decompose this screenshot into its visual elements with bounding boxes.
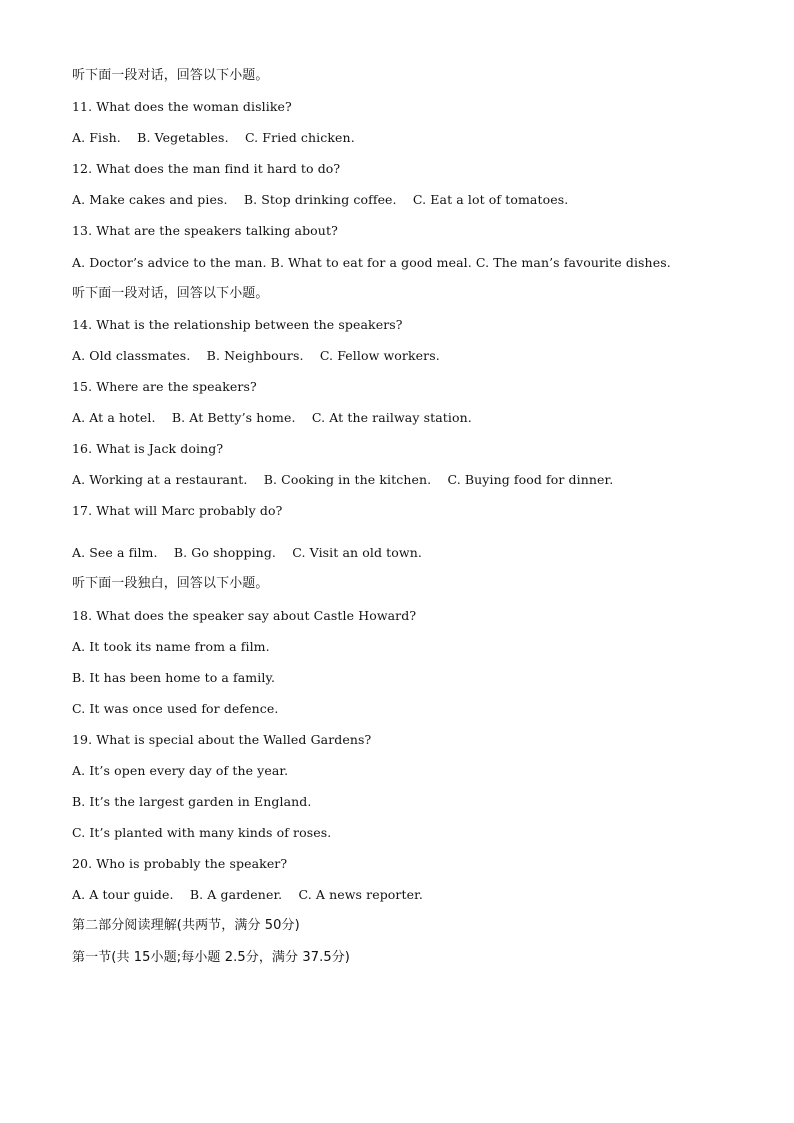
question-19: 19. What is special about the Walled Gardens? [72, 731, 372, 747]
option-18-c: C. It was once used for defence. [72, 700, 279, 716]
section-instruction-2: 听下面一段对话，回答以下小题。 [72, 285, 269, 301]
option-19-c: C. It’s planted with many kinds of roses. [72, 825, 332, 841]
options-16: A. Working at a restaurant. B. Cooking in the kitchen. C. Buying food for dinner. [72, 472, 614, 488]
question-20: 20. Who is probably the speaker? [72, 856, 288, 872]
options-15: A. At a hotel. B. At Betty’s home. C. At the railway station. [72, 410, 472, 426]
section-instruction-1: 听下面一段对话，回答以下小题。 [72, 68, 269, 83]
option-19-a: A. It’s open every day of the year. [72, 762, 289, 778]
options-13: A. Doctor’s advice to the man. B. What to eat for a good meal. C. The man’s favourite dishes. [72, 254, 671, 270]
question-16: 16. What is Jack doing? [72, 441, 224, 457]
option-18-a: A. It took its name from a film. [72, 638, 270, 654]
question-12: 12. What does the man find it hard to do? [72, 161, 341, 177]
options-11: A. Fish. B. Vegetables. C. Fried chicken. [72, 130, 355, 146]
section-instruction-3: 听下面一段独白，回答以下小题。 [72, 576, 269, 592]
options-12: A. Make cakes and pies. B. Stop drinking coffee. C. Eat a lot of tomatoes. [72, 192, 569, 208]
question-11: 11. What does the woman dislike? [72, 99, 292, 115]
option-18-b: B. It has been home to a family. [72, 669, 276, 685]
question-14: 14. What is the relationship between the speakers? [72, 316, 403, 332]
question-13: 13. What are the speakers talking about? [72, 223, 338, 239]
question-18: 18. What does the speaker say about Castle Howard? [72, 607, 417, 623]
section-one-title: 第一节(共 15小题;每小题 2.5分，满分 37.5分) [72, 949, 350, 965]
part-two-title: 第二部分阅读理解(共两节，满分 50分) [72, 918, 300, 934]
question-17: 17. What will Marc probably do? [72, 503, 283, 519]
document-page [72, 60, 752, 973]
options-14: A. Old classmates. B. Neighbours. C. Fellow workers. [72, 347, 440, 363]
question-15: 15. Where are the speakers? [72, 378, 257, 394]
options-17: A. See a film. B. Go shopping. C. Visit an old town. [72, 545, 422, 561]
option-19-b: B. It’s the largest garden in England. [72, 794, 312, 810]
options-20: A. A tour guide. B. A gardener. C. A news reporter. [72, 887, 423, 903]
